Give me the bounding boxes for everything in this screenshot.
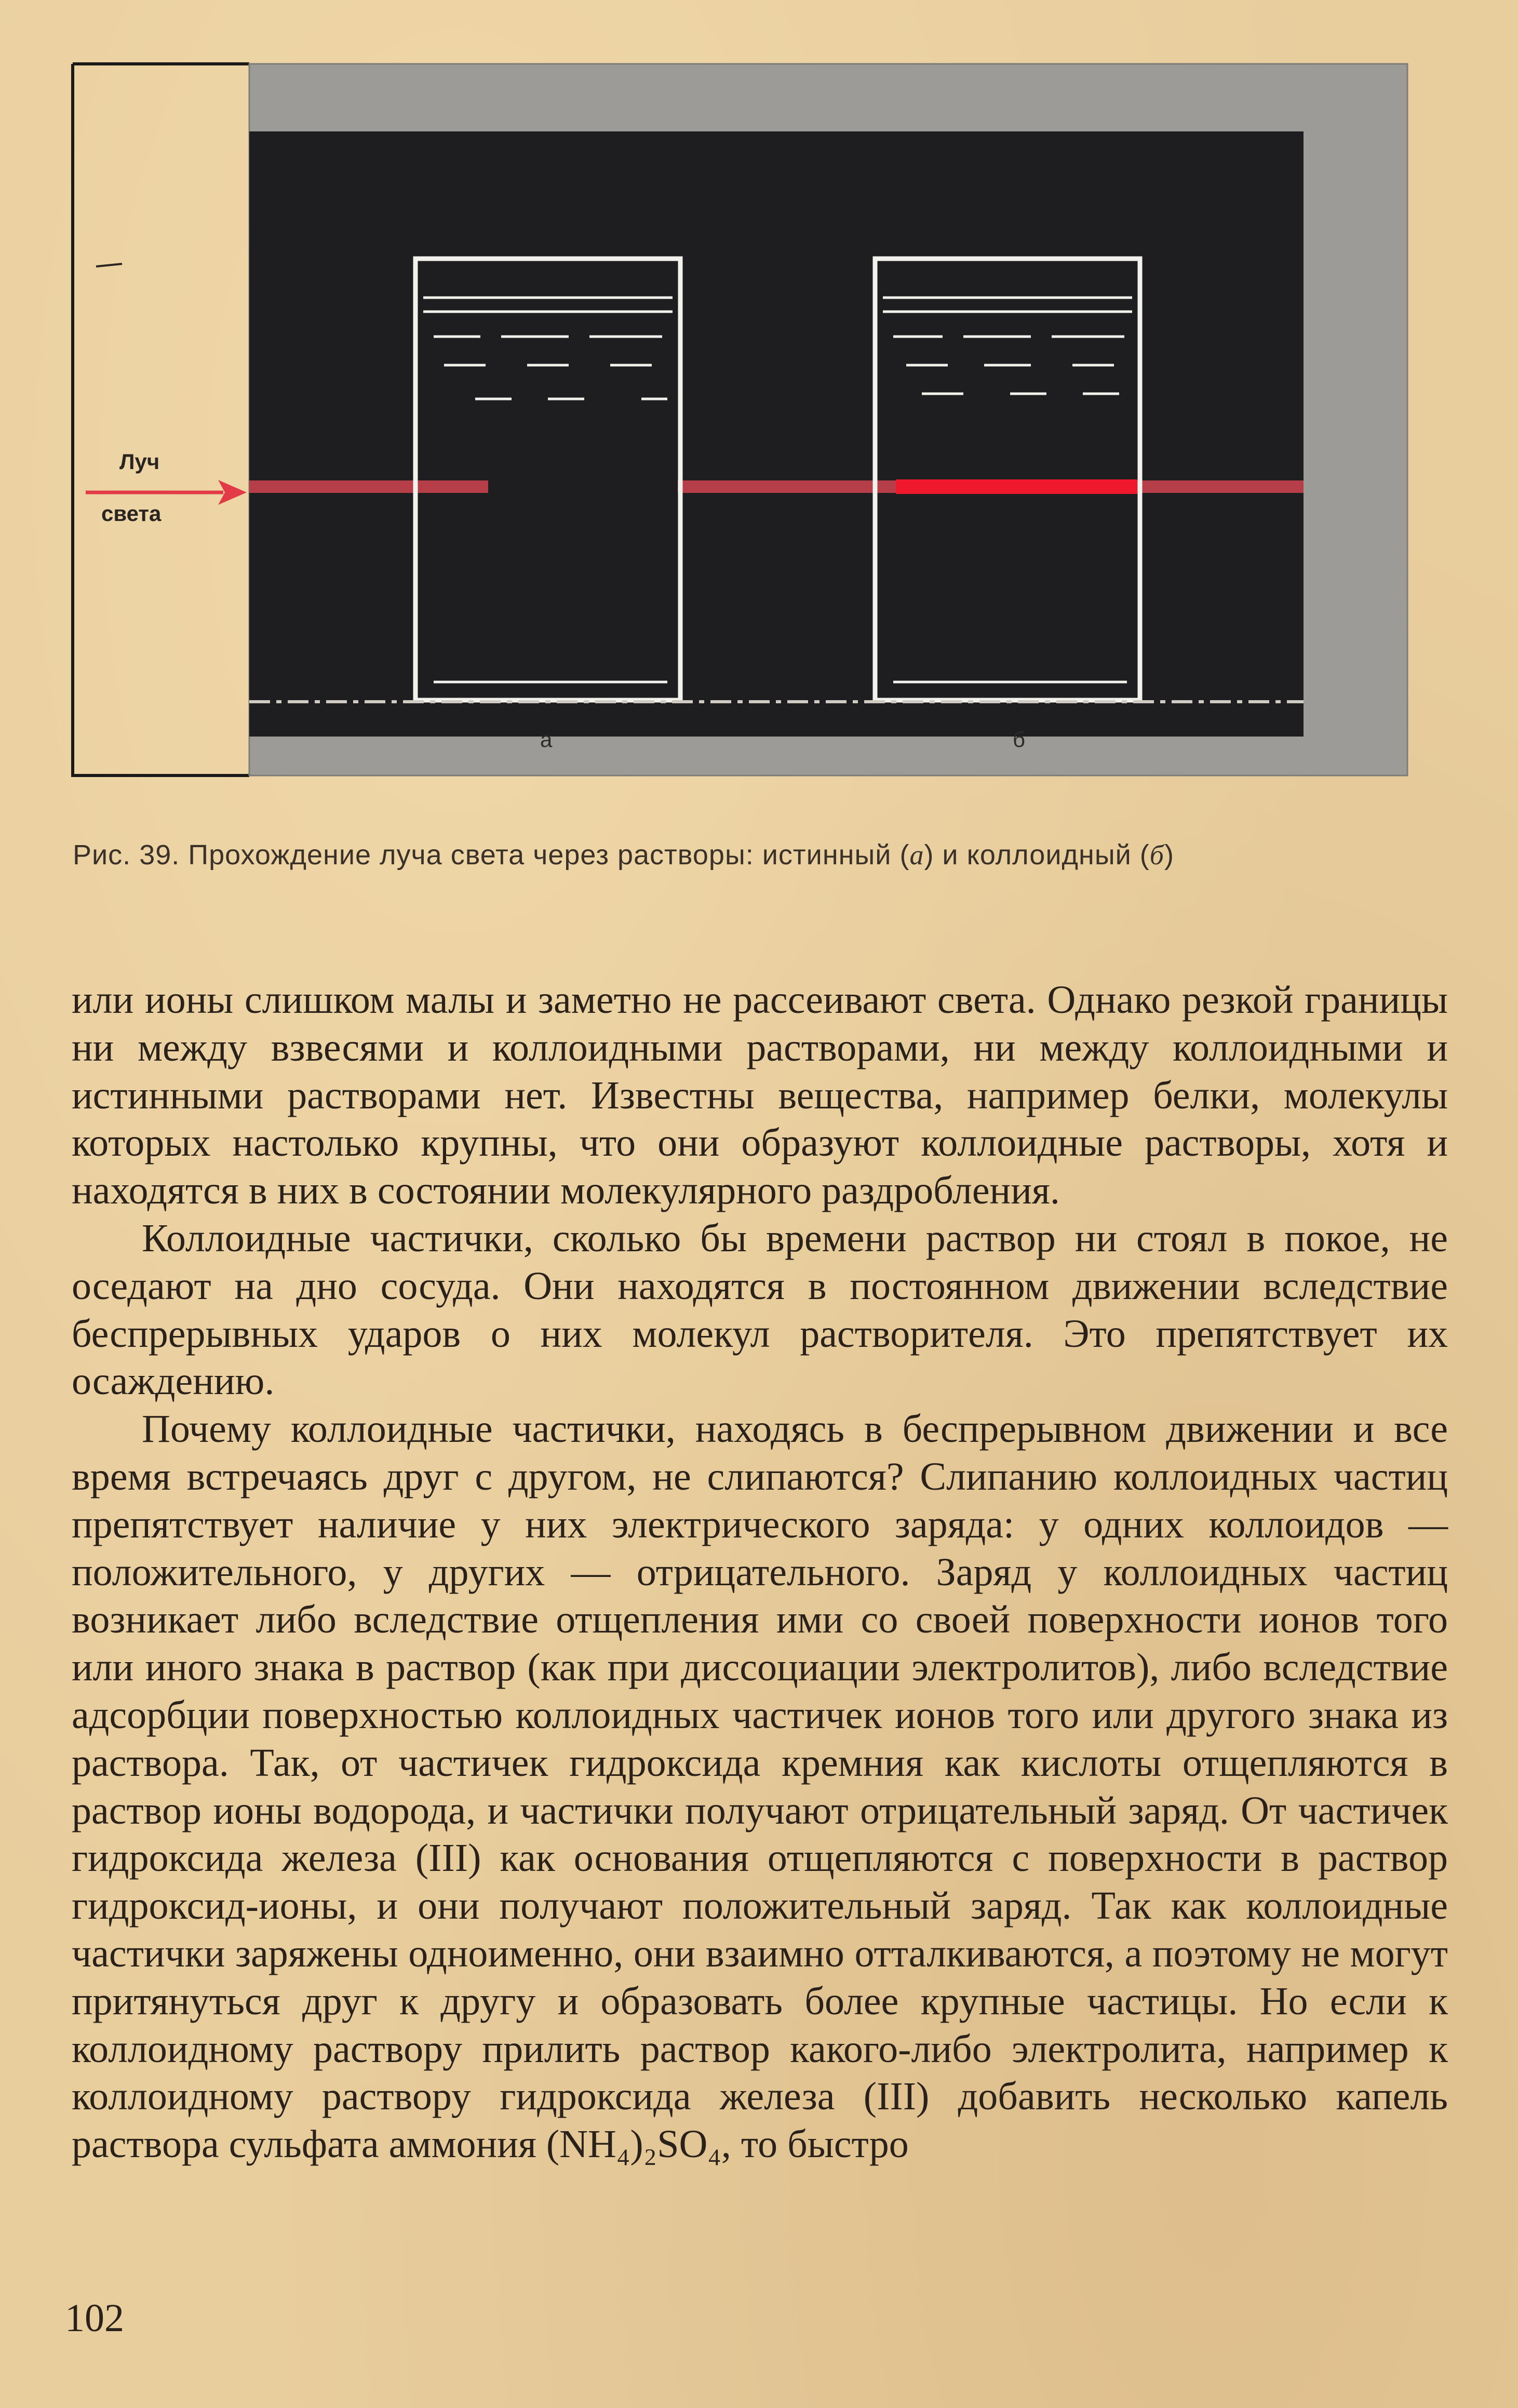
paragraph-2: Коллоидные частички, сколько бы времени раствор ни стоял в покое, не оседают на дно сосуда. Они находятся в постоянном движении вследствие беспрерывных ударов о них молекул растворителя. Это препятствует их осаждению. bbox=[72, 1216, 1448, 1403]
vessel-a-label: а bbox=[540, 727, 553, 752]
tick-mark bbox=[96, 264, 122, 266]
beam-in-colloid bbox=[896, 479, 1137, 494]
paragraph-3: Почему коллоидные частички, находясь в беспрерывном движении и все время встречаясь друг с другом, не слипаются? Слипанию коллоидных частиц препятствует наличие у них электрического заряда: у одних коллоидов — положительного, у других — отрицательного. Заряд у коллоидных частиц возникает либо вследствие отщепления ими со своей поверхности ионов того или иного знака в раствор (как при диссоциации электролитов), либо вследствие адсорбции поверхностью коллоидных частичек ионов того или другого знака из раствора. Так, от частичек гидроксида кремния как кислоты отщепляются в раствор ионы водорода, и частички получают отрицательный заряд. От частичек гидроксида железа (III) как основания отщепляются с поверхности в раствор гидроксид-ионы, и они получают положительный заряд. Так как коллоидные частички заряжены одноименно, они взаимно отталкиваются, а поэтому не могут притянуться друг к другу и образовать более крупные частицы. Но если к коллоидному раствору прилить раствор какого-либо электролита, например к коллоидному раствору гидроксида железа (III) добавить несколько капель раствора сульфата аммония (NH₄)₂SO₄, то быстро bbox=[72, 1407, 1448, 2166]
frame-bracket bbox=[73, 64, 249, 775]
beam-segment-left bbox=[249, 480, 488, 493]
caption-label-b: б bbox=[1149, 839, 1164, 871]
page-number: 102 bbox=[65, 2296, 124, 2340]
caption-prefix: Рис. 39. Прохождение луча света через растворы: истинный ( bbox=[73, 839, 910, 871]
caption-suffix: ) bbox=[1164, 839, 1174, 871]
figure-caption bbox=[73, 839, 1423, 871]
light-beam bbox=[249, 479, 1304, 494]
beam-segment-middle bbox=[678, 480, 896, 493]
paragraph-1: или ионы слишком малы и заметно не рассеивают света. Однако резкой границы ни между взвесями и коллоидными растворами, ни между коллоидными и истинными растворами нет. Известны вещества, например белки, молекулы которых настолько крупны, что они образуют коллоидные растворы, хотя и находятся в них в состоянии молекулярного раздробления. bbox=[72, 978, 1448, 1213]
photo-dark-background bbox=[249, 131, 1304, 737]
light-beam-illustration bbox=[70, 61, 1410, 778]
caption-label-a: а bbox=[909, 839, 924, 871]
vessel-b-label: б bbox=[1013, 727, 1026, 752]
caption-middle: ) и коллоидный ( bbox=[924, 839, 1150, 871]
figure-39 bbox=[70, 61, 1410, 778]
beam-segment-right bbox=[1137, 480, 1304, 493]
beam-label bbox=[86, 264, 247, 526]
beam-label-line2: света bbox=[101, 501, 162, 526]
body-text bbox=[72, 976, 1448, 2169]
beam-label-line1: Луч bbox=[119, 449, 160, 474]
